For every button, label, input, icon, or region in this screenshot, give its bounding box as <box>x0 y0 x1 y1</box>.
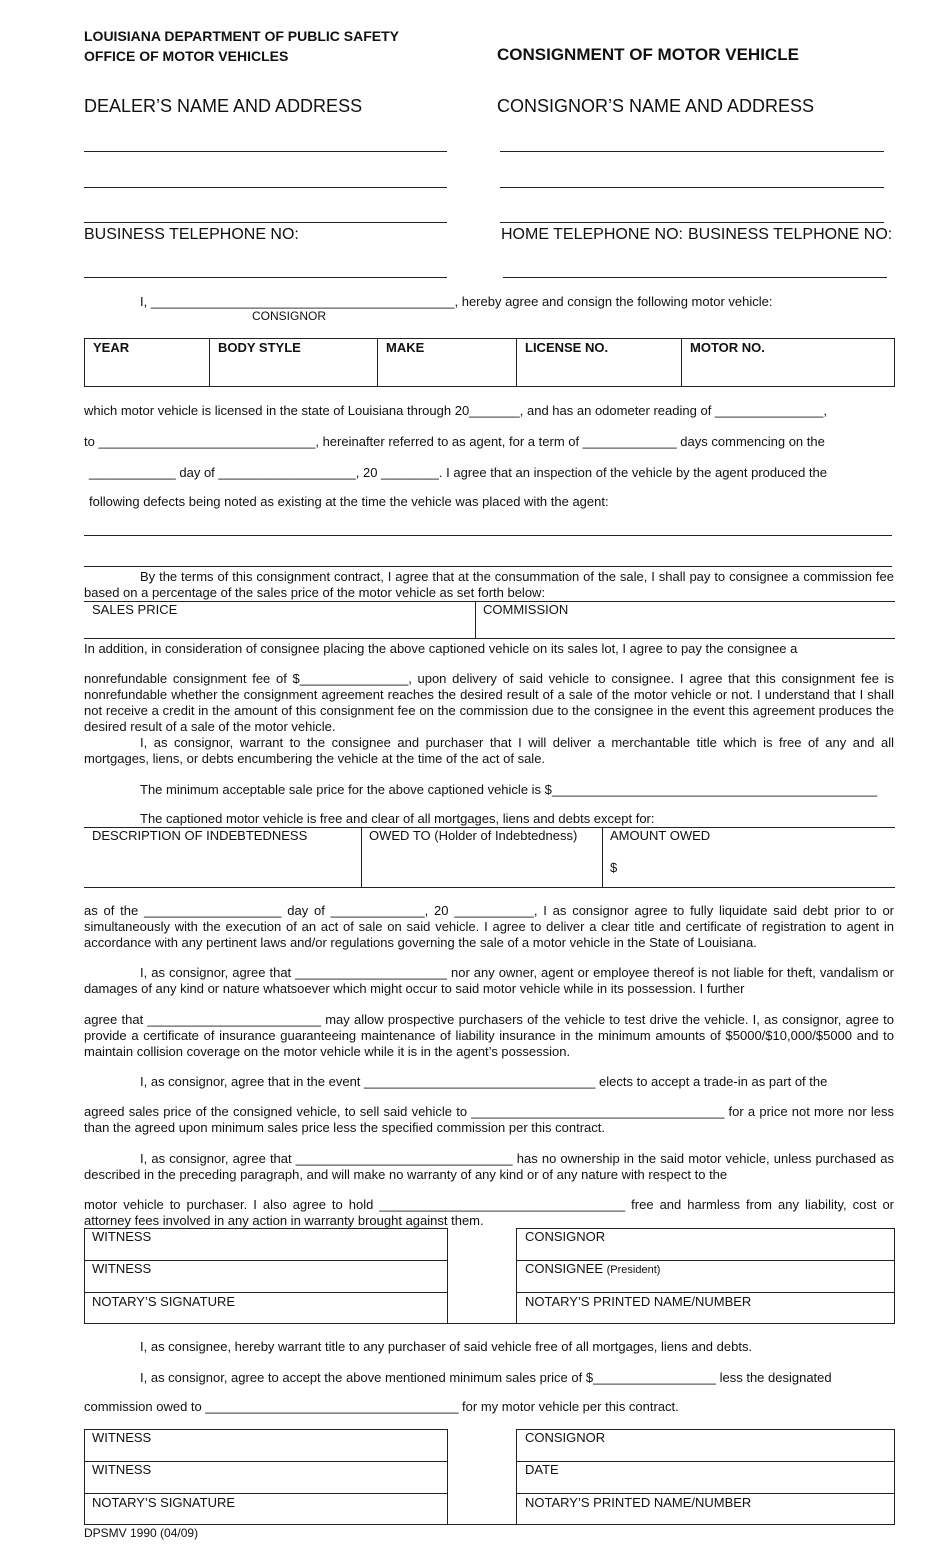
dollar-sign: $ <box>610 860 618 875</box>
row-line <box>448 1524 516 1525</box>
witness-2-signature[interactable]: WITNESS <box>92 1261 152 1276</box>
row-line <box>84 1493 448 1494</box>
dealer-line-2[interactable] <box>84 187 447 188</box>
amount-owed-label: AMOUNT OWED <box>610 828 711 843</box>
president-note: (President) <box>606 1264 661 1276</box>
consignor-line-2[interactable] <box>500 187 884 188</box>
free-clear-statement: The captioned motor vehicle is free and clear of all mortgages, liens and debts except for: <box>140 811 655 826</box>
dealer-label: DEALER’S NAME AND ADDRESS <box>84 96 363 116</box>
consignor-line-3[interactable] <box>500 222 884 223</box>
fee-paragraph[interactable]: nonrefundable consignment fee of $_______________, upon delivery of said vehicle to consignee. I agree that this consignment fee is nonrefundable whether the consignment agreement reaches the desired result of a sale of the motor vehicle or not. I understand that I shall not receive a credit in the amount of this consignment fee on the commission due to the consignee in the event this agreement produces the desired result of a sale of the motor vehicle. <box>84 671 894 734</box>
notary-printed-name-2[interactable]: NOTARY’S PRINTED NAME/NUMBER <box>525 1495 752 1510</box>
indebtedness-description-label: DESCRIPTION OF INDEBTEDNESS <box>92 828 308 843</box>
commission-owed-line[interactable]: commission owed to ___________________________________ for my motor vehicle per this contract. <box>84 1399 679 1414</box>
office-name: OFFICE OF MOTOR VEHICLES <box>84 48 289 64</box>
commission-divider <box>475 601 476 638</box>
agent-term-line[interactable]: to ______________________________, hereinafter referred to as agent, for a term of _____________ days commencing on the <box>84 434 825 449</box>
row-line <box>448 1323 516 1324</box>
row-line <box>516 1461 895 1462</box>
notary-signature-2[interactable]: NOTARY’S SIGNATURE <box>92 1495 236 1510</box>
commencing-date-line[interactable]: ____________ day of ___________________, 20 ________. I agree that an inspection of the vehicle by the agent produced the <box>89 465 828 480</box>
form-number: DPSMV 1990 (04/09) <box>84 1526 199 1540</box>
warrant-paragraph: I, as consignor, warrant to the consignee and purchaser that I will deliver a merchantable title which is free of any and all mortgages, liens, or debts encumbering the vehicle at the time of the act of sale. <box>84 735 894 766</box>
table-divider <box>377 338 378 387</box>
debt-divider <box>602 827 603 887</box>
consignor-address-label: CONSIGNOR’S NAME AND ADDRESS <box>497 96 815 116</box>
sales-price-label: SALES PRICE <box>92 602 178 617</box>
sell-vehicle-paragraph[interactable]: agreed sales price of the consigned vehicle, to sell said vehicle to ___________________________________ for a price not more nor less than the agreed upon minimum sales price less the specified commission per this contract. <box>84 1104 894 1135</box>
commission-label: COMMISSION <box>483 602 569 617</box>
commission-paragraph: By the terms of this consignment contract, I agree that at the consummation of the sale, I shall pay to consignee a commission fee based on a percentage of the sales price of the motor vehicle as set forth below: <box>84 569 894 600</box>
business-phone-label: BUSINESS TELEPHONE NO: <box>84 226 299 243</box>
table-divider <box>209 338 210 387</box>
business-phone-2-label: BUSINESS TELPHONE NO: <box>688 226 893 243</box>
consignee-warrant-statement: I, as consignee, hereby warrant title to any purchaser of said vehicle free of all mortgages, liens and debts. <box>140 1339 753 1354</box>
year-header: YEAR <box>93 340 130 355</box>
date-field[interactable]: DATE <box>525 1462 559 1477</box>
witness-1-signature-2[interactable]: WITNESS <box>92 1430 152 1445</box>
home-phone-label: HOME TELEPHONE NO: <box>501 226 683 243</box>
row-line <box>84 1292 448 1293</box>
notary-signature[interactable]: NOTARY’S SIGNATURE <box>92 1294 236 1309</box>
agree-statement[interactable]: I, __________________________________________, hereby agree and consign the following motor vehicle: <box>140 294 773 309</box>
trade-in-line[interactable]: I, as consignor, agree that in the event ________________________________ elects to accept a trade-in as part of the <box>140 1074 828 1089</box>
witness-1-signature[interactable]: WITNESS <box>92 1229 152 1244</box>
consignor-phone-line[interactable] <box>503 277 887 278</box>
owed-to-label: OWED TO (Holder of Indebtedness) <box>369 828 578 843</box>
defects-statement: following defects being noted as existing at the time the vehicle was placed with the agent: <box>89 494 609 509</box>
consignee-signature[interactable] <box>525 1261 660 1276</box>
minimum-price-line[interactable]: The minimum acceptable sale price for the above captioned vehicle is $_____________________________________________ <box>140 782 878 797</box>
dealer-line-1[interactable] <box>84 151 447 152</box>
defects-line-2[interactable] <box>84 566 892 567</box>
body-style-header: BODY STYLE <box>218 340 301 355</box>
motor-no-header: MOTOR NO. <box>690 340 765 355</box>
row-line <box>516 1493 895 1494</box>
business-phone-line[interactable] <box>84 277 447 278</box>
defects-line-1[interactable] <box>84 535 892 536</box>
make-header: MAKE <box>386 340 425 355</box>
licensed-line[interactable]: which motor vehicle is licensed in the state of Louisiana through 20_______, and has an odometer reading of _______________, <box>84 403 827 418</box>
ownership-paragraph[interactable]: I, as consignor, agree that ______________________________ has no ownership in the said motor vehicle, unless purchased as described in the preceding paragraph, and will make no warranty of any kind or of any nature with respect to the <box>84 1151 894 1182</box>
liability-paragraph[interactable]: I, as consignor, agree that _____________________ nor any owner, agent or employee thereof is not liable for theft, vandalism or damages of any kind or nature whatsoever which might occur to said motor vehicle while in its possession. I further <box>84 965 894 996</box>
as-of-paragraph[interactable]: as of the ___________________ day of _____________, 20 ___________, I as consignor agree to fully liquidate said debt prior to or simultaneously with the execution of an act of sale on said vehicle. I agree to deliver a clear title and certificate of registration to agent in accordance with any pertinent laws and/or regulations governing the sale of a motor vehicle in the State of Louisiana. <box>84 903 894 950</box>
commission-table-bottom <box>84 638 895 639</box>
vehicle-table <box>84 338 895 387</box>
table-divider <box>681 338 682 387</box>
consignor-caption: CONSIGNOR <box>252 309 327 323</box>
form-title: CONSIGNMENT OF MOTOR VEHICLE <box>497 45 799 64</box>
consignor-signature-2[interactable]: CONSIGNOR <box>525 1430 606 1445</box>
hold-harmless-paragraph[interactable]: motor vehicle to purchaser. I also agree to hold __________________________________ free and harmless from any liability, cost or attorney fees involved in any action in warranty brought against them. <box>84 1197 894 1228</box>
fee-intro: In addition, in consideration of consignee placing the above captioned vehicle on its sales lot, I agree to pay the consignee a <box>84 641 798 656</box>
witness-2-signature-2[interactable]: WITNESS <box>92 1462 152 1477</box>
license-no-header: LICENSE NO. <box>525 340 609 355</box>
consignor-signature[interactable]: CONSIGNOR <box>525 1229 606 1244</box>
test-drive-paragraph[interactable]: agree that ________________________ may allow prospective purchasers of the vehicle to test drive the vehicle. I, as consignor, agree to provide a certificate of insurance guaranteeing maintenance of liability insurance in the minimum amounts of $5000/$10,000/$5000 and to maintain collision coverage on the motor vehicle while it is in the agent’s possession. <box>84 1012 894 1059</box>
department-name: LOUISIANA DEPARTMENT OF PUBLIC SAFETY <box>84 28 399 44</box>
accept-minimum-line[interactable]: I, as consignor, agree to accept the above mentioned minimum sales price of $_________________ less the designated <box>140 1370 832 1385</box>
notary-printed-name[interactable]: NOTARY’S PRINTED NAME/NUMBER <box>525 1294 752 1309</box>
debt-divider <box>361 827 362 887</box>
consignee-label: CONSIGNEE <box>525 1261 604 1276</box>
dealer-line-3[interactable] <box>84 222 447 223</box>
table-divider <box>516 338 517 387</box>
debt-table-bottom <box>84 887 895 888</box>
row-line <box>516 1292 895 1293</box>
consignor-line-1[interactable] <box>500 151 884 152</box>
